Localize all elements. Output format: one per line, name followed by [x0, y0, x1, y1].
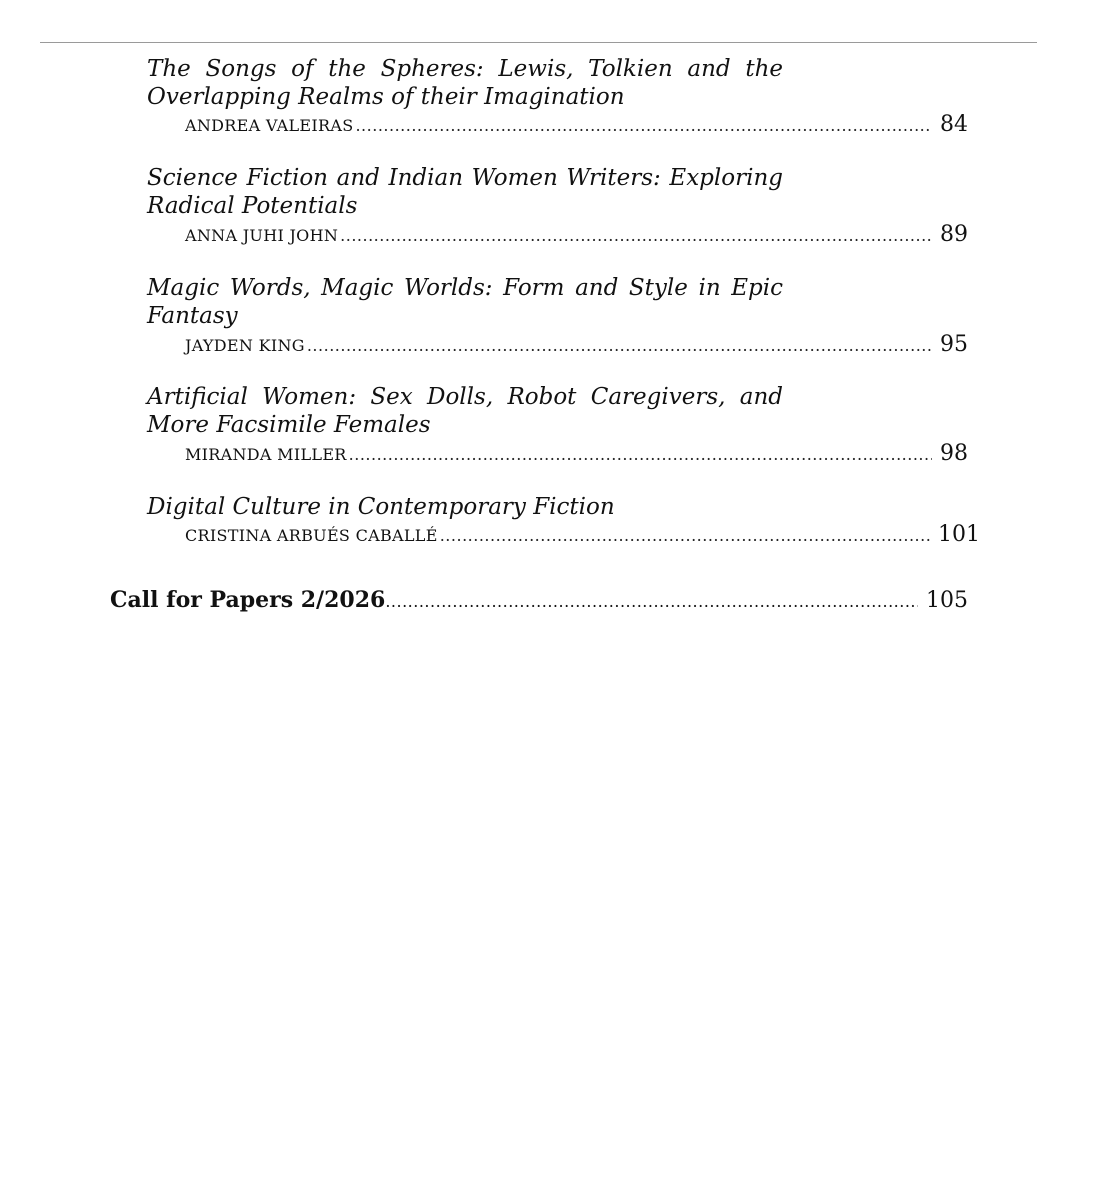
author-line [185, 334, 968, 357]
call-for-papers-link[interactable]: Call for Papers 2/2026 [110, 587, 386, 613]
page-number: 84 [940, 112, 968, 137]
author-name: MIRANDA MILLER [185, 445, 347, 464]
article-title-link[interactable]: Digital Culture in Contemporary Fiction [147, 494, 615, 520]
dot-leader [349, 444, 932, 466]
article-title-link[interactable]: Science Fiction and Indian Women Writers: Exploring Radical Potentials [147, 165, 783, 219]
author-line [185, 114, 968, 137]
author-line [185, 224, 968, 247]
author-name: ANNA JUHI JOHN [185, 226, 339, 245]
author-line [185, 522, 980, 547]
article-title-link[interactable]: Magic Words, Magic Worlds: Form and Style in Epic Fantasy [147, 275, 783, 329]
dot-leader [307, 335, 932, 357]
call-for-papers-entry [110, 587, 968, 613]
page-number: 101 [938, 522, 980, 547]
article-title-link[interactable]: The Songs of the Spheres: Lewis, Tolkien and the Overlapping Realms of their Imagination [147, 56, 783, 110]
dot-leader [440, 525, 932, 547]
dot-leader [385, 592, 918, 611]
author-line [185, 443, 968, 466]
author-name: JAYDEN KING [185, 336, 305, 355]
author-name: CRISTINA ARBUÉS CABALLÉ [185, 526, 438, 545]
author-name: ANDREA VALEIRAS [185, 116, 354, 135]
page-number: 89 [940, 222, 968, 247]
top-divider [40, 42, 1037, 43]
page-number: 95 [940, 332, 968, 357]
article-title-link[interactable]: Artificial Women: Sex Dolls, Robot Caregivers, and More Facsimile Females [147, 384, 783, 438]
page-number: 105 [926, 588, 968, 613]
dot-leader [340, 225, 932, 247]
page-number: 98 [940, 441, 968, 466]
dot-leader [355, 115, 932, 137]
